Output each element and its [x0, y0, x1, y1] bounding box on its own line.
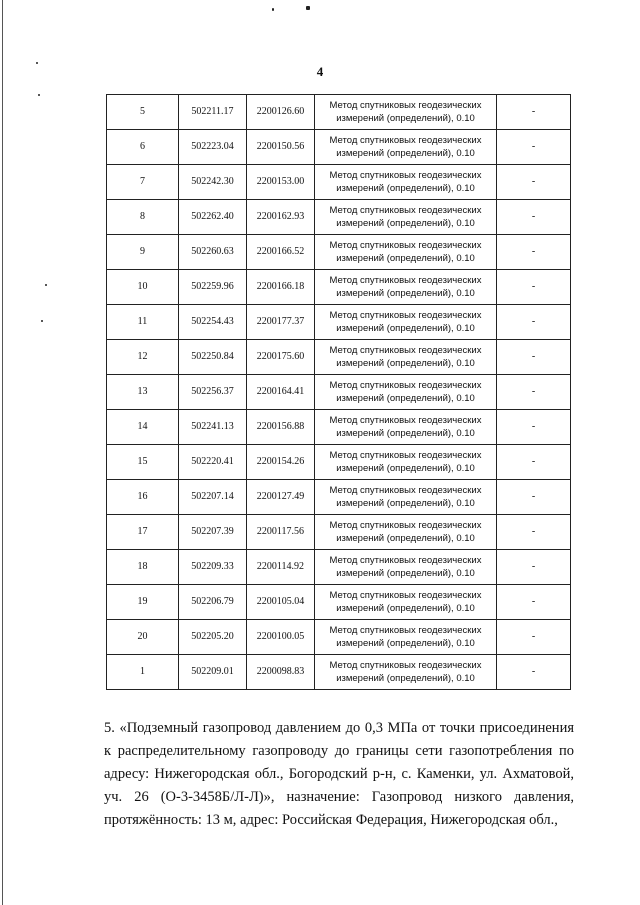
note-cell: - [497, 340, 571, 375]
x-coordinate-cell: 502256.37 [179, 375, 247, 410]
x-coordinate-cell: 502209.01 [179, 655, 247, 690]
x-coordinate-cell: 502241.13 [179, 410, 247, 445]
y-coordinate-cell: 2200150.56 [247, 130, 315, 165]
method-cell: Метод спутниковых геодезических измерений (определений), 0.10 [315, 445, 497, 480]
table-row [107, 620, 571, 655]
scan-speck [38, 94, 40, 96]
object-description-paragraph: 5. «Подземный газопровод давлением до 0,3 МПа от точки присоединения к распределительному газопроводу до границы сети газопотребления по адресу: Нижегородская обл., Богородский р-н, с. Каменки, ул. Ахматовой, уч. 26 (О-3-3458Б/Л-Л)», назначение: Газопровод низкого давления, протяжённость: 13 м, адрес: Российская Федерация, Нижегородская обл., [104, 720, 574, 828]
point-number-cell: 7 [107, 165, 179, 200]
table-row [107, 550, 571, 585]
point-number-cell: 8 [107, 200, 179, 235]
note-cell: - [497, 200, 571, 235]
x-coordinate-cell: 502211.17 [179, 95, 247, 130]
x-coordinate-cell: 502242.30 [179, 165, 247, 200]
method-cell: Метод спутниковых геодезических измерений (определений), 0.10 [315, 480, 497, 515]
note-cell: - [497, 585, 571, 620]
table-row [107, 95, 571, 130]
point-number-cell: 13 [107, 375, 179, 410]
method-cell: Метод спутниковых геодезических измерений (определений), 0.10 [315, 200, 497, 235]
x-coordinate-cell: 502250.84 [179, 340, 247, 375]
table-row [107, 235, 571, 270]
scan-speck [306, 6, 310, 10]
x-coordinate-cell: 502206.79 [179, 585, 247, 620]
table-row [107, 165, 571, 200]
note-cell: - [497, 305, 571, 340]
point-number-cell: 6 [107, 130, 179, 165]
point-number-cell: 14 [107, 410, 179, 445]
y-coordinate-cell: 2200175.60 [247, 340, 315, 375]
table-row [107, 270, 571, 305]
table-row [107, 445, 571, 480]
point-number-cell: 18 [107, 550, 179, 585]
table-row [107, 130, 571, 165]
table-row [107, 305, 571, 340]
point-number-cell: 12 [107, 340, 179, 375]
method-cell: Метод спутниковых геодезических измерений (определений), 0.10 [315, 165, 497, 200]
point-number-cell: 1 [107, 655, 179, 690]
note-cell: - [497, 235, 571, 270]
y-coordinate-cell: 2200127.49 [247, 480, 315, 515]
method-cell: Метод спутниковых геодезических измерений (определений), 0.10 [315, 550, 497, 585]
method-cell: Метод спутниковых геодезических измерений (определений), 0.10 [315, 235, 497, 270]
point-number-cell: 19 [107, 585, 179, 620]
y-coordinate-cell: 2200166.52 [247, 235, 315, 270]
scan-speck [45, 284, 47, 286]
coordinates-table [106, 94, 571, 690]
table-row [107, 655, 571, 690]
y-coordinate-cell: 2200114.92 [247, 550, 315, 585]
note-cell: - [497, 515, 571, 550]
y-coordinate-cell: 2200164.41 [247, 375, 315, 410]
scan-left-edge [2, 0, 3, 905]
point-number-cell: 10 [107, 270, 179, 305]
method-cell: Метод спутниковых геодезических измерений (определений), 0.10 [315, 95, 497, 130]
x-coordinate-cell: 502259.96 [179, 270, 247, 305]
method-cell: Метод спутниковых геодезических измерений (определений), 0.10 [315, 270, 497, 305]
y-coordinate-cell: 2200162.93 [247, 200, 315, 235]
x-coordinate-cell: 502207.14 [179, 480, 247, 515]
y-coordinate-cell: 2200156.88 [247, 410, 315, 445]
point-number-cell: 5 [107, 95, 179, 130]
y-coordinate-cell: 2200105.04 [247, 585, 315, 620]
point-number-cell: 11 [107, 305, 179, 340]
table-row [107, 375, 571, 410]
note-cell: - [497, 620, 571, 655]
y-coordinate-cell: 2200126.60 [247, 95, 315, 130]
table-row [107, 585, 571, 620]
note-cell: - [497, 95, 571, 130]
x-coordinate-cell: 502209.33 [179, 550, 247, 585]
note-cell: - [497, 550, 571, 585]
method-cell: Метод спутниковых геодезических измерений (определений), 0.10 [315, 585, 497, 620]
note-cell: - [497, 165, 571, 200]
note-cell: - [497, 270, 571, 305]
x-coordinate-cell: 502254.43 [179, 305, 247, 340]
x-coordinate-cell: 502223.04 [179, 130, 247, 165]
method-cell: Метод спутниковых геодезических измерений (определений), 0.10 [315, 620, 497, 655]
table-row [107, 200, 571, 235]
point-number-cell: 17 [107, 515, 179, 550]
method-cell: Метод спутниковых геодезических измерений (определений), 0.10 [315, 375, 497, 410]
y-coordinate-cell: 2200100.05 [247, 620, 315, 655]
x-coordinate-cell: 502262.40 [179, 200, 247, 235]
method-cell: Метод спутниковых геодезических измерений (определений), 0.10 [315, 130, 497, 165]
note-cell: - [497, 130, 571, 165]
table-row [107, 515, 571, 550]
x-coordinate-cell: 502207.39 [179, 515, 247, 550]
x-coordinate-cell: 502260.63 [179, 235, 247, 270]
point-number-cell: 15 [107, 445, 179, 480]
method-cell: Метод спутниковых геодезических измерений (определений), 0.10 [315, 340, 497, 375]
page-number: 4 [316, 64, 324, 79]
method-cell: Метод спутниковых геодезических измерений (определений), 0.10 [315, 515, 497, 550]
table-row [107, 480, 571, 515]
method-cell: Метод спутниковых геодезических измерений (определений), 0.10 [315, 655, 497, 690]
y-coordinate-cell: 2200098.83 [247, 655, 315, 690]
point-number-cell: 16 [107, 480, 179, 515]
point-number-cell: 20 [107, 620, 179, 655]
y-coordinate-cell: 2200154.26 [247, 445, 315, 480]
y-coordinate-cell: 2200153.00 [247, 165, 315, 200]
note-cell: - [497, 655, 571, 690]
x-coordinate-cell: 502205.20 [179, 620, 247, 655]
x-coordinate-cell: 502220.41 [179, 445, 247, 480]
note-cell: - [497, 445, 571, 480]
y-coordinate-cell: 2200117.56 [247, 515, 315, 550]
y-coordinate-cell: 2200166.18 [247, 270, 315, 305]
y-coordinate-cell: 2200177.37 [247, 305, 315, 340]
table-row [107, 410, 571, 445]
note-cell: - [497, 375, 571, 410]
note-cell: - [497, 480, 571, 515]
coordinates-table-body [107, 95, 571, 690]
method-cell: Метод спутниковых геодезических измерений (определений), 0.10 [315, 305, 497, 340]
note-cell: - [497, 410, 571, 445]
method-cell: Метод спутниковых геодезических измерений (определений), 0.10 [315, 410, 497, 445]
scan-speck [41, 320, 43, 322]
point-number-cell: 9 [107, 235, 179, 270]
table-row [107, 340, 571, 375]
scan-speck [272, 8, 274, 11]
